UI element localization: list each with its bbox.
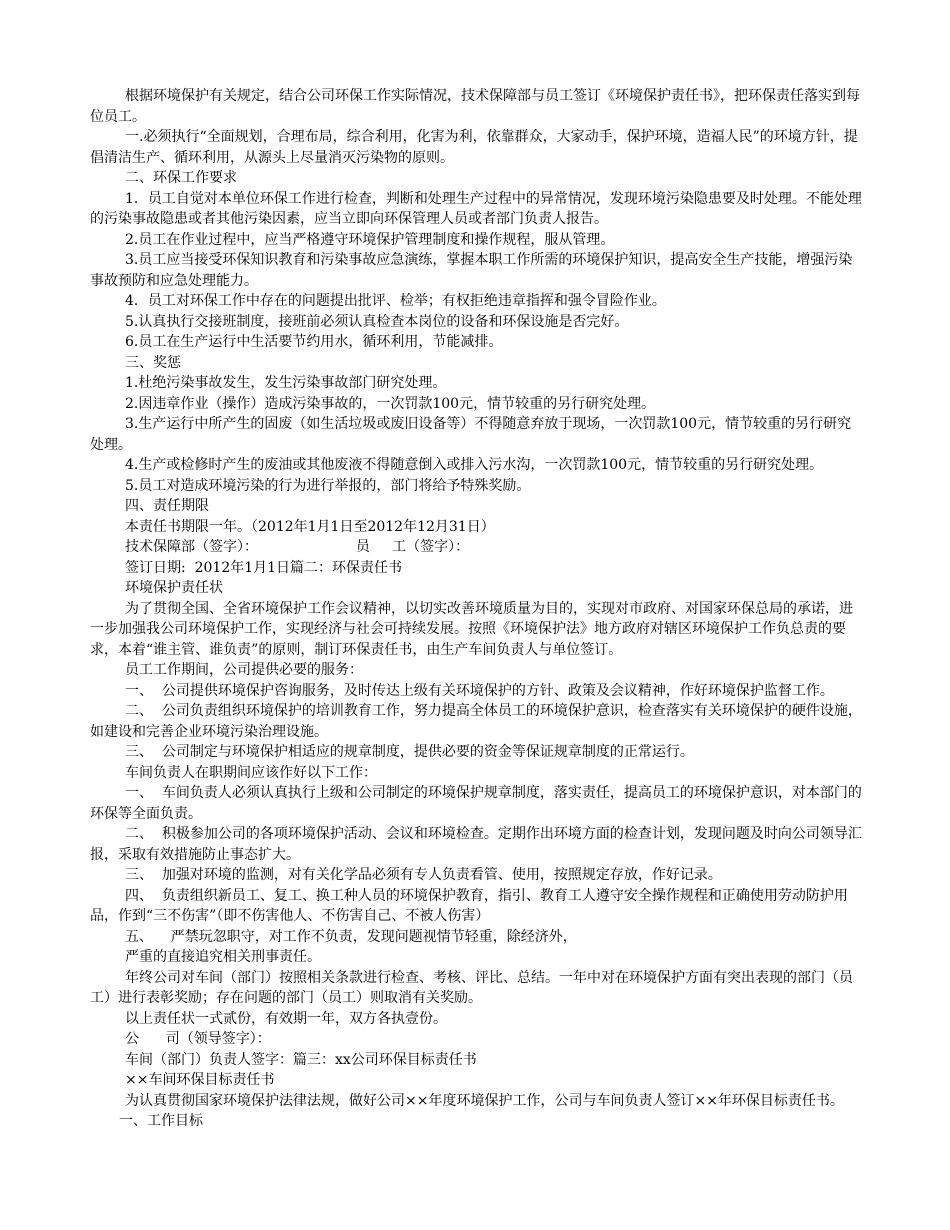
paragraph: 一、工作目标 [119,1113,203,1129]
paragraph: 一、 车间负责人必须认真执行上级和公司制定的环境保护规章制度，落实责任，提高员工的环境保护意识，对本部门的环保等全面负责。 [90,785,862,822]
paragraph: 1.杜绝污染事故发生，发生污染事故部门研究处理。 [125,375,447,391]
paragraph: 车间（部门）负责人签字：篇三：xx公司环保目标责任书 [125,1051,477,1068]
paragraph: 四、 负责组织新员工、复工、换工种人员的环境保护教育，指引、教育工人遵守安全操作规程和正确使用劳动防护用品，作到“三不伤害”（即不伤害他人、不伤害自己、不被人伤害） [90,887,848,924]
paragraph: 3.员工应当接受环保知识教育和污染事故应急演练，掌握本职工作所需的环境保护知识，提高安全生产技能，增强污染事故预防和应急处理能力。 [90,252,853,289]
paragraph: ××车间环保目标责任书 [125,1072,275,1088]
paragraph: 5.员工对造成环境污染的行为进行举报的，部门将给予特殊奖励。 [125,477,531,494]
paragraph: 一、 公司提供环境保护咨询服务，及时传达上级有关环境保护的方针、政策及会议精神，作好环境保护监督工作。 [125,682,834,699]
paragraph: 四、责任期限 [125,498,209,514]
paragraph: 1．员工自觉对本单位环保工作进行检查，判断和处理生产过程中的异常情况，发现环境污染隐患要及时处理。不能处理的污染事故隐患或者其他污染因素，应当立即向环保管理人员或者部门负责人报告。 [90,190,862,227]
paragraph: 五、 严禁玩忽职守，对工作不负责，发现问题视情节轻重，除经济外， [125,928,577,945]
paragraph: 三、奖惩 [125,354,181,371]
paragraph: 二、 公司负责组织环境保护的培训教育工作，努力提高全体员工的环境保护意识，检查落实有关环境保护的硬件设施，如建设和完善企业环境污染治理设施。 [90,703,862,740]
document-body [90,86,862,1132]
paragraph: 车间负责人在职期间应该作好以下工作： [125,764,377,781]
paragraph: 2.因违章作业（操作）造成污染事故的，一次罚款100元，情节较重的另行研究处理。 [125,395,656,412]
paragraph: 技术保障部（签字）： 员 工（签字）： [125,539,470,555]
paragraph: 三、 公司制定与环境保护相适应的规章制度，提供必要的资金等保证规章制度的正常运行。 [125,744,694,760]
paragraph: 员工工作期间，公司提供必要的服务： [125,662,363,678]
paragraph: 2.员工在作业过程中，应当严格遵守环境保护管理制度和操作规程，服从管理。 [125,231,615,248]
paragraph: 以上责任状一式贰份，有效期一年，双方各执壹份。 [125,1010,447,1027]
paragraph: 环境保护责任状 [125,580,223,596]
paragraph: 为认真贯彻国家环境保护法律法规，做好公司××年度环境保护工作，公司与车间负责人签订××年环保目标责任书。 [125,1092,844,1109]
paragraph: 二、 积极参加公司的各项环境保护活动、会议和环境检查。定期作出环境方面的检查计划，发现问题及时向公司领导汇报，采取有效措施防止事态扩大。 [90,826,862,863]
paragraph: 公 司（领导签字）： [125,1031,271,1047]
paragraph: 4．员工对环保工作中存在的问题提出批评、检举；有权拒绝违章指挥和强令冒险作业。 [125,293,666,309]
paragraph: 本责任书期限一年。（2012年1月1日至2012年12月31日） [125,518,495,535]
paragraph: 三、 加强对环境的监测，对有关化学品必须有专人负责看管、使用，按照规定存放，作好记录。 [125,867,722,883]
paragraph: 签订日期: 2012年1月1日篇二：环保责任书 [125,559,403,576]
paragraph: 6.员工在生产运行中生活要节约用水，循环利用，节能减排。 [125,334,503,350]
paragraph: 根据环境保护有关规定，结合公司环保工作实际情况，技术保障部与员工签订《环境保护责任书》，把环保责任落实到每位员工。 [90,88,860,125]
paragraph: 一.必须执行“全面规划，合理布局，综合利用，化害为利，依靠群众，大家动手，保护环境，造福人民”的环境方针，提倡清洁生产、循环利用，从源头上尽量消灭污染物的原则。 [90,129,858,166]
paragraph: 5.认真执行交接班制度，接班前必须认真检查本岗位的设备和环保设施是否完好。 [125,313,629,330]
paragraph: 二、环保工作要求 [125,170,237,186]
paragraph: 严重的直接追究相关刑事责任。 [125,949,321,965]
paragraph: 为了贯彻全国、全省环境保护工作会议精神，以切实改善环境质量为目的，实现对市政府、对国家环保总局的承诺，进一步加强我公司环境保护工作，实现经济与社会可持续发展。按照《环境保护法》地方政府对辖区环境保护工作负总责的要求，本着“谁主管、谁负责”的原则，制订环保责任书，由生产车间负责人与单位签订。 [90,600,853,658]
paragraph: 4.生产或检修时产生的废油或其他废液不得随意倒入或排入污水沟，一次罚款100元，情节较重的另行研究处理。 [125,457,824,473]
paragraph: 3.生产运行中所产生的固废（如生活垃圾或废旧设备等）不得随意弃放于现场，一次罚款100元，情节较重的另行研究处理。 [90,416,852,453]
paragraph: 年终公司对车间（部门）按照相关条款进行检查、考核、评比、总结。一年中对在环境保护方面有突出表现的部门（员工）进行表彰奖励；存在问题的部门（员工）则取消有关奖励。 [90,969,853,1006]
